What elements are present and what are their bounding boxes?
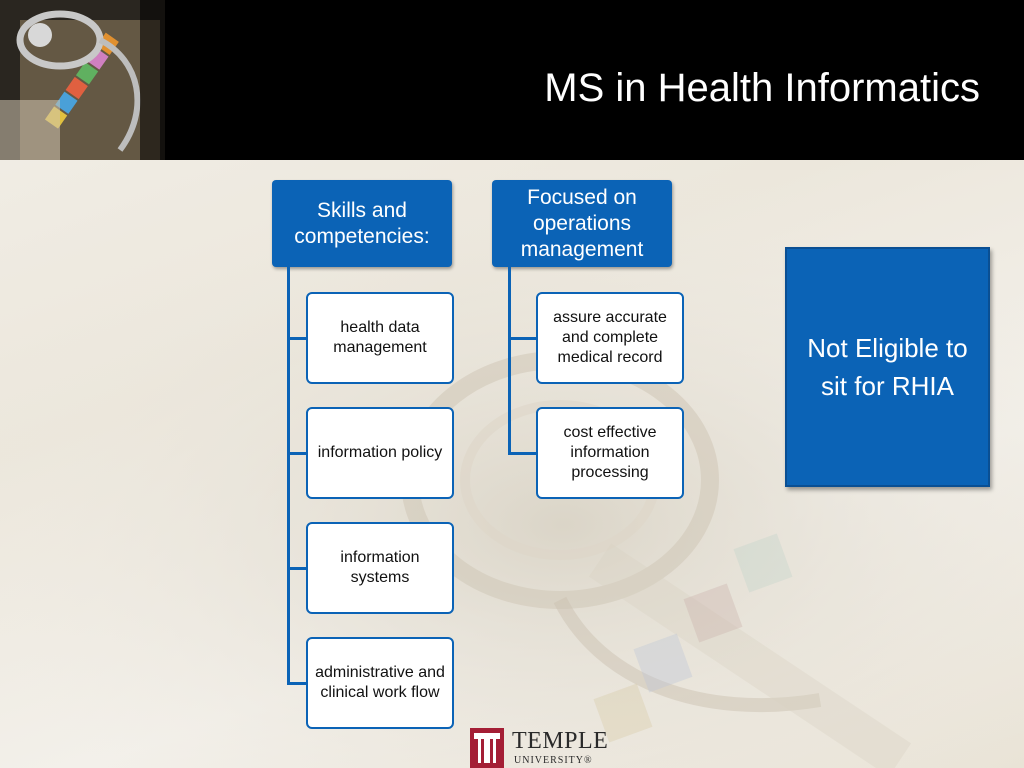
operations-item-medical-record [536, 292, 684, 384]
stethoscope-photo-icon [0, 0, 165, 160]
skills-item-label: administrative and clinical work flow [315, 664, 445, 701]
temple-university-logo [470, 728, 620, 768]
skills-connector-2 [287, 452, 307, 455]
rhia-eligibility-note [785, 247, 990, 487]
logo-wordmark: TEMPLE [512, 728, 609, 754]
operations-connector-1 [508, 337, 537, 340]
skills-connector-1 [287, 337, 307, 340]
skills-item-information-policy [306, 407, 454, 499]
operations-connector-2 [508, 452, 537, 455]
skills-header-label: Skills and competencies: [294, 198, 430, 248]
skills-item-label: health data management [333, 319, 427, 356]
skills-connector-3 [287, 567, 307, 570]
skills-connector-4 [287, 682, 307, 685]
skills-item-workflow [306, 637, 454, 729]
logo-subtitle: UNIVERSITY® [514, 755, 593, 766]
operations-item-label: assure accurate and complete medical record [553, 309, 667, 366]
skills-header-box [272, 180, 452, 267]
skills-connector-vertical [287, 267, 290, 684]
operations-header-box [492, 180, 672, 267]
skills-item-information-systems [306, 522, 454, 614]
operations-item-information-processing [536, 407, 684, 499]
operations-connector-vertical [508, 267, 511, 455]
header-bar [0, 0, 1024, 160]
skills-item-label: information systems [340, 549, 420, 586]
rhia-eligibility-label: Not Eligible to sit for RHIA [807, 333, 968, 401]
operations-header-label: Focused on operations management [520, 185, 644, 261]
skills-item-health-data [306, 292, 454, 384]
temple-t-icon [470, 728, 504, 768]
slide-title: MS in Health Informatics [544, 66, 980, 110]
skills-item-label: information policy [317, 444, 443, 461]
operations-item-label: cost effective information processing [563, 424, 657, 481]
